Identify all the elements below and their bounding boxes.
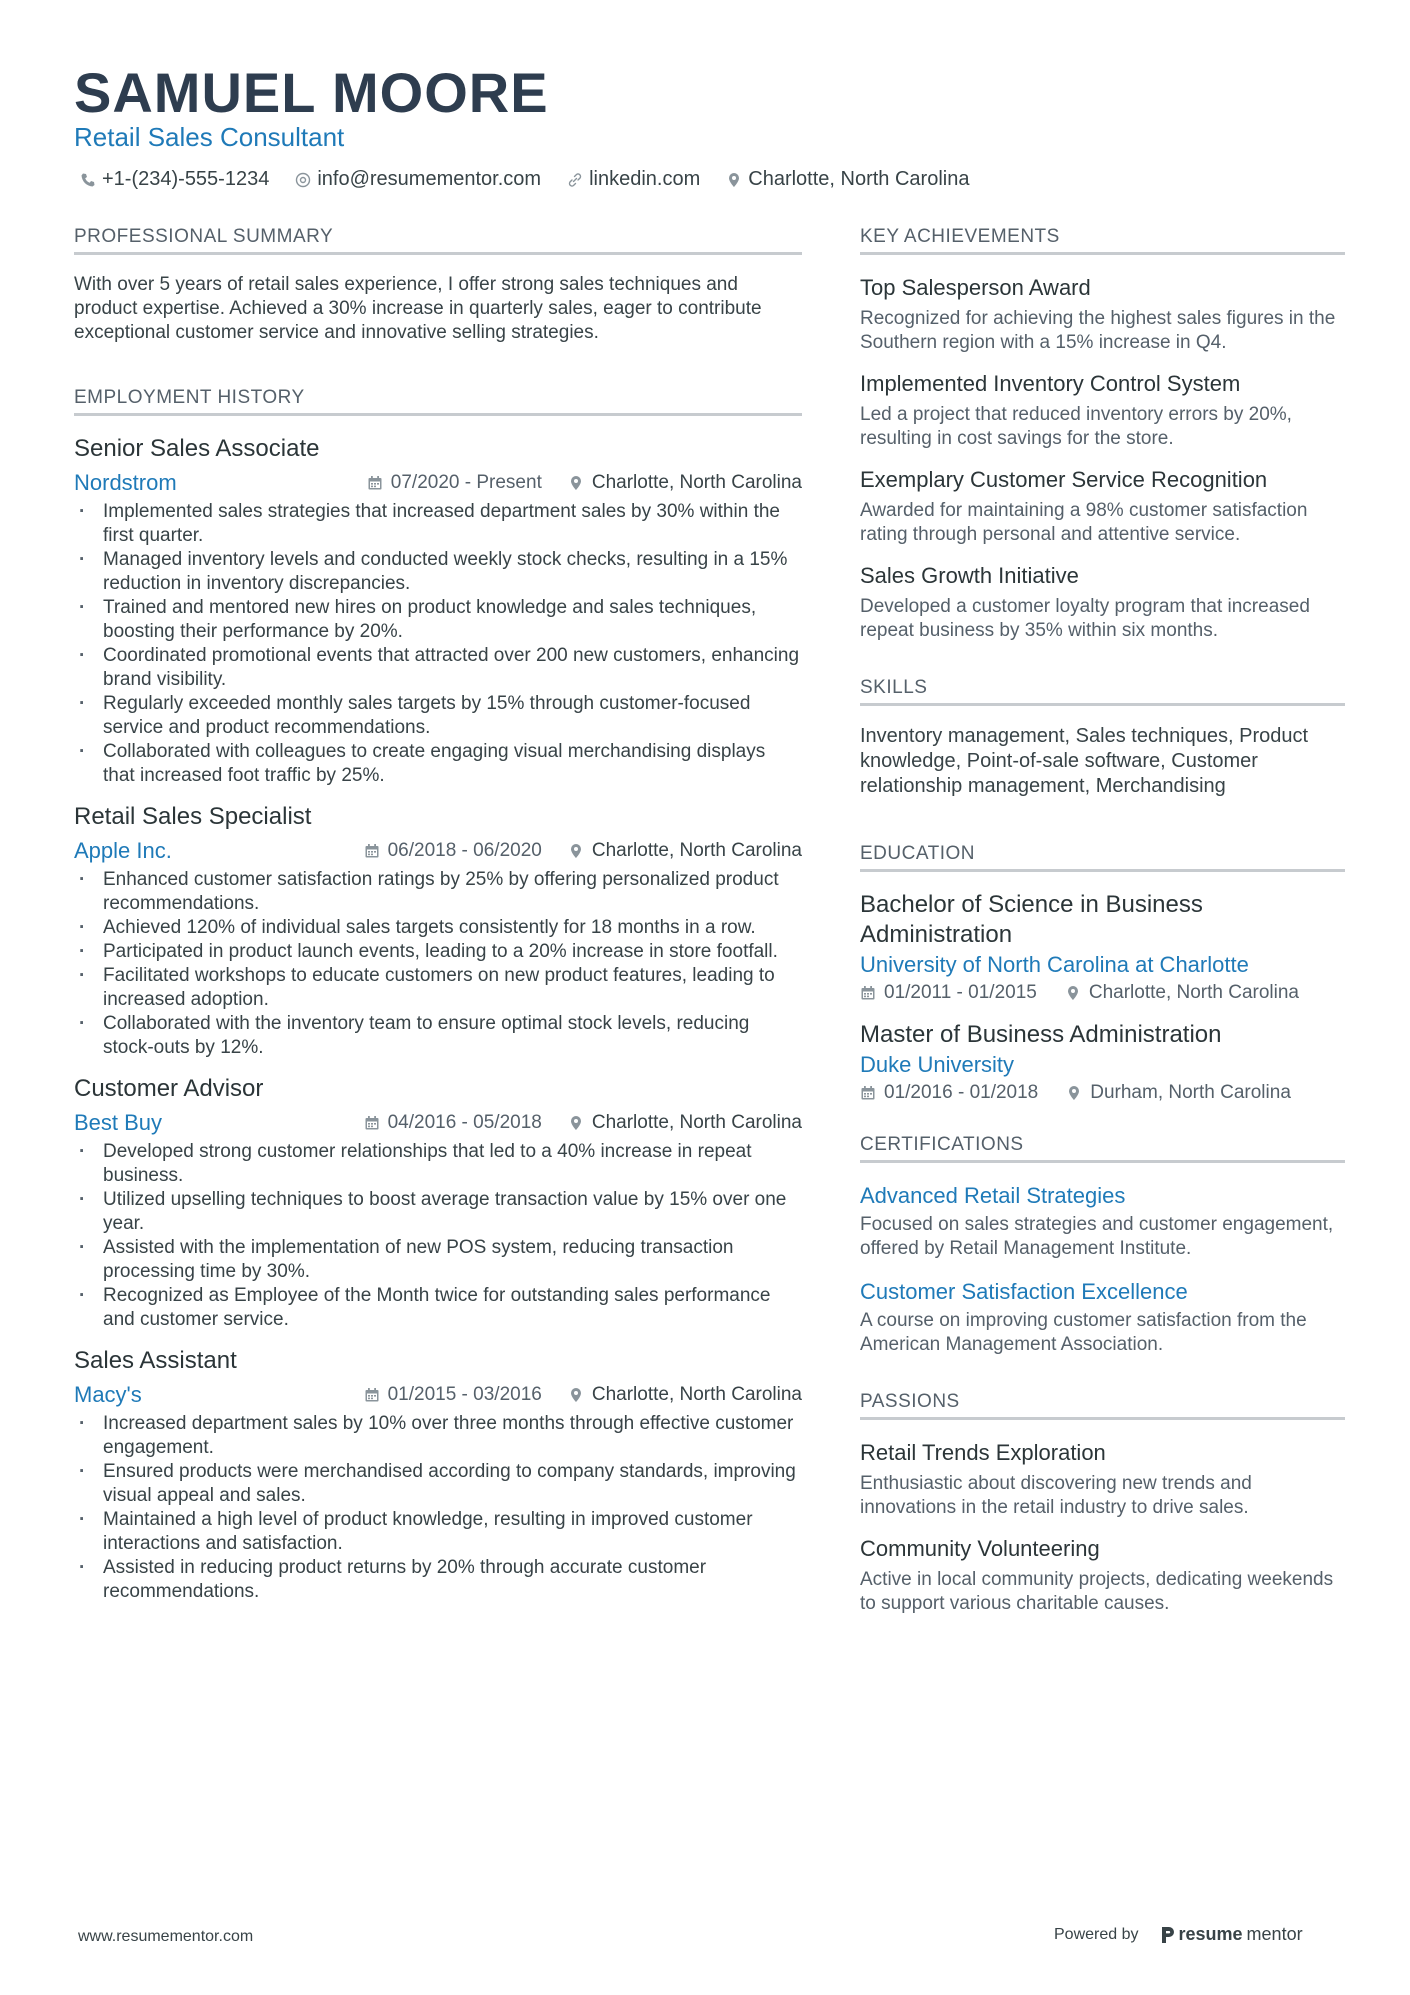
calendar-icon	[367, 475, 383, 491]
job-bullet: · Implemented sales strategies that increased department sales by 30% within the first quarter.	[74, 500, 802, 548]
job-company: Apple Inc.	[74, 838, 172, 863]
job-bullet: · Ensured products were merchandised according to company standards, improving visual appeal and sales.	[74, 1460, 802, 1508]
certification-desc: Focused on sales strategies and customer engagement, offered by Retail Management Institute.	[860, 1214, 1334, 1259]
certification-title: Customer Satisfaction Excellence	[860, 1279, 1188, 1304]
job-bullet: · Managed inventory levels and conducted weekly stock checks, resulting in a 15% reduction in inventory discrepancies.	[74, 548, 802, 596]
achievement-title: Exemplary Customer Service Recognition	[860, 467, 1268, 492]
phone-text: +1-(234)-555-1234	[102, 168, 270, 190]
education-meta	[860, 1082, 1345, 1104]
location-text: Charlotte, North Carolina	[748, 168, 970, 190]
job-dates-text: 06/2018 - 06/2020	[387, 840, 542, 861]
job-bullet: · Utilized upselling techniques to boost average transaction value by 15% over one year.	[74, 1188, 802, 1236]
education-degree: Master of Business Administration	[860, 1021, 1222, 1048]
passion-title: Community Volunteering	[860, 1536, 1100, 1561]
job-bullet: · Recognized as Employee of the Month twice for outstanding sales performance and customer service.	[74, 1284, 802, 1332]
powered-by-text: Powered by	[1054, 1925, 1139, 1943]
job-bullet: · Developed strong customer relationships that led to a 40% increase in repeat business.	[74, 1140, 802, 1188]
job-dates	[364, 1112, 542, 1134]
calendar-icon	[364, 1387, 380, 1403]
job-bullet: · Coordinated promotional events that attracted over 200 new customers, enhancing brand visibility.	[74, 644, 802, 692]
achievements-list	[860, 273, 1345, 643]
at-icon	[295, 172, 311, 188]
education-item	[860, 1020, 1345, 1104]
education-location-text: Durham, North Carolina	[1090, 1082, 1291, 1103]
education-school: Duke University	[860, 1052, 1015, 1077]
job-bullet: · Facilitated workshops to educate customers on new product features, leading to increased adoption.	[74, 964, 802, 1012]
job-location	[568, 472, 802, 494]
left-column	[74, 226, 802, 1618]
achievement-desc: Led a project that reduced inventory errors by 20%, resulting in cost savings for the store.	[860, 404, 1292, 449]
job-bullet: · Regularly exceeded monthly sales targets by 15% through customer-focused service and product recommendations.	[74, 692, 802, 740]
job-dates	[367, 472, 542, 494]
job-location	[568, 840, 802, 862]
job-bullets	[74, 1140, 802, 1332]
certifications-heading: CERTIFICATIONS	[860, 1134, 1345, 1163]
location-pin-icon	[1065, 985, 1081, 1001]
job-location	[568, 1112, 802, 1134]
education-location	[1066, 1082, 1291, 1104]
job-meta	[74, 1110, 802, 1136]
link-icon	[567, 172, 583, 188]
job-bullet: · Collaborated with the inventory team to ensure optimal stock levels, reducing stock-outs by 12%.	[74, 1012, 802, 1060]
achievement-title: Implemented Inventory Control System	[860, 371, 1241, 396]
contact-location	[726, 168, 969, 191]
job-bullet: · Assisted in reducing product returns by 20% through accurate customer recommendations.	[74, 1556, 802, 1604]
achievement-item	[860, 465, 1345, 547]
certification-item	[860, 1277, 1345, 1357]
skills-heading: SKILLS	[860, 677, 1345, 706]
job-dates-text: 04/2016 - 05/2018	[387, 1112, 542, 1133]
location-pin-icon	[568, 1115, 584, 1131]
achievement-desc: Awarded for maintaining a 98% customer satisfaction rating through personal and attentive service.	[860, 500, 1308, 545]
job-entry	[74, 1074, 802, 1332]
job-meta	[74, 838, 802, 864]
job-location-text: Charlotte, North Carolina	[591, 1112, 802, 1133]
footer-branding	[1054, 1924, 1303, 1945]
location-pin-icon	[726, 172, 742, 188]
calendar-icon	[364, 1115, 380, 1131]
education-dates-text: 01/2016 - 01/2018	[884, 1082, 1039, 1103]
job-title: Retail Sales Specialist	[74, 803, 312, 830]
skills-text: Inventory management, Sales techniques, Product knowledge, Point-of-sale software, Customer relationship management, Merchandising	[860, 725, 1309, 797]
summary-text: With over 5 years of retail sales experience, I offer strong sales techniques and product expertise. Achieved a 30% increase in quarterly sales, eager to contribute exceptional customer service and innovative selling strategies.	[74, 274, 762, 343]
job-dates-text: 01/2015 - 03/2016	[387, 1384, 542, 1405]
location-pin-icon	[568, 475, 584, 491]
achievement-desc: Developed a customer loyalty program that increased repeat business by 35% within six months.	[860, 596, 1310, 641]
achievements-heading: KEY ACHIEVEMENTS	[860, 226, 1345, 255]
contact-bar	[80, 168, 969, 191]
passion-title: Retail Trends Exploration	[860, 1440, 1106, 1465]
passions-list	[860, 1438, 1345, 1616]
job-location	[568, 1384, 802, 1406]
job-bullet: · Maintained a high level of product knowledge, resulting in improved customer interactions and satisfaction.	[74, 1508, 802, 1556]
achievement-title: Sales Growth Initiative	[860, 563, 1079, 588]
location-pin-icon	[1066, 1085, 1082, 1101]
certification-item	[860, 1181, 1345, 1261]
passion-item	[860, 1534, 1345, 1616]
job-bullet: · Collaborated with colleagues to create engaging visual merchandising displays that increased foot traffic by 25%.	[74, 740, 802, 788]
certification-title: Advanced Retail Strategies	[860, 1183, 1126, 1208]
job-entry	[74, 802, 802, 1060]
contact-email[interactable]	[295, 168, 541, 191]
job-title: Senior Sales Associate	[74, 435, 320, 462]
education-dates	[860, 982, 1037, 1004]
job-bullets	[74, 500, 802, 788]
job-dates	[364, 1384, 542, 1406]
job-meta	[74, 1382, 802, 1408]
job-dates-text: 07/2020 - Present	[390, 472, 542, 493]
education-heading: EDUCATION	[860, 843, 1345, 872]
education-list	[860, 890, 1345, 1104]
job-entry	[74, 434, 802, 788]
job-meta	[74, 470, 802, 496]
employment-heading: EMPLOYMENT HISTORY	[74, 387, 802, 416]
education-school: University of North Carolina at Charlotte	[860, 952, 1249, 977]
job-bullet: · Assisted with the implementation of new POS system, reducing transaction processing time by 30%.	[74, 1236, 802, 1284]
job-title: Sales Assistant	[74, 1347, 237, 1374]
achievement-title: Top Salesperson Award	[860, 275, 1091, 300]
job-company: Macy's	[74, 1382, 142, 1407]
education-dates	[860, 1082, 1038, 1104]
calendar-icon	[860, 985, 876, 1001]
job-location-text: Charlotte, North Carolina	[591, 1384, 802, 1405]
achievement-item	[860, 273, 1345, 355]
education-location-text: Charlotte, North Carolina	[1088, 982, 1299, 1003]
footer-website[interactable]: www.resumementor.com	[78, 1928, 254, 1945]
job-bullet: · Enhanced customer satisfaction ratings by 25% by offering personalized product recommendations.	[74, 868, 802, 916]
certification-desc: A course on improving customer satisfaction from the American Management Association.	[860, 1310, 1307, 1355]
education-location	[1065, 982, 1299, 1004]
job-location-text: Charlotte, North Carolina	[591, 472, 802, 493]
job-company: Best Buy	[74, 1110, 163, 1135]
location-pin-icon	[568, 843, 584, 859]
certifications-list	[860, 1181, 1345, 1357]
job-bullets	[74, 868, 802, 1060]
location-pin-icon	[568, 1387, 584, 1403]
phone-icon	[80, 172, 96, 188]
right-column	[860, 226, 1345, 1630]
logo-resume-text: resume	[1178, 1924, 1243, 1944]
calendar-icon	[364, 843, 380, 859]
email-text[interactable]: info@resumementor.com	[317, 168, 542, 190]
candidate-title: Retail Sales Consultant	[74, 122, 345, 152]
job-company: Nordstrom	[74, 470, 177, 495]
logo-mark-icon	[1161, 1926, 1175, 1944]
contact-linkedin[interactable]	[567, 168, 700, 191]
contact-phone	[80, 168, 269, 191]
summary-heading: PROFESSIONAL SUMMARY	[74, 226, 802, 255]
job-location-text: Charlotte, North Carolina	[591, 840, 802, 861]
jobs-list	[74, 434, 802, 1604]
achievement-item	[860, 561, 1345, 643]
education-item	[860, 890, 1345, 1004]
passion-item	[860, 1438, 1345, 1520]
job-bullet: · Trained and mentored new hires on product knowledge and sales techniques, boosting their performance by 20%.	[74, 596, 802, 644]
job-dates	[364, 840, 542, 862]
passion-desc: Active in local community projects, dedicating weekends to support various charitable causes.	[860, 1569, 1334, 1614]
candidate-name: SAMUEL MOORE	[74, 61, 549, 124]
resumementor-logo[interactable]	[1161, 1924, 1303, 1945]
job-entry	[74, 1346, 802, 1604]
achievement-desc: Recognized for achieving the highest sales figures in the Southern region with a 15% increase in Q4.	[860, 308, 1336, 353]
passion-desc: Enthusiastic about discovering new trends and innovations in the retail industry to drive sales.	[860, 1473, 1252, 1518]
education-degree: Bachelor of Science in Business Administration	[860, 891, 1203, 948]
job-bullets	[74, 1412, 802, 1604]
achievement-item	[860, 369, 1345, 451]
job-bullet: · Participated in product launch events, leading to a 20% increase in store footfall.	[74, 940, 802, 964]
linkedin-text[interactable]: linkedin.com	[589, 168, 701, 190]
education-dates-text: 01/2011 - 01/2015	[884, 982, 1037, 1003]
calendar-icon	[860, 1085, 876, 1101]
passions-heading: PASSIONS	[860, 1391, 1345, 1420]
education-meta	[860, 982, 1345, 1004]
job-bullet: · Increased department sales by 10% over three months through effective customer engagement.	[74, 1412, 802, 1460]
logo-mentor-text: mentor	[1246, 1924, 1303, 1944]
job-bullet: · Achieved 120% of individual sales targets consistently for 18 months in a row.	[74, 916, 802, 940]
job-title: Customer Advisor	[74, 1075, 264, 1102]
